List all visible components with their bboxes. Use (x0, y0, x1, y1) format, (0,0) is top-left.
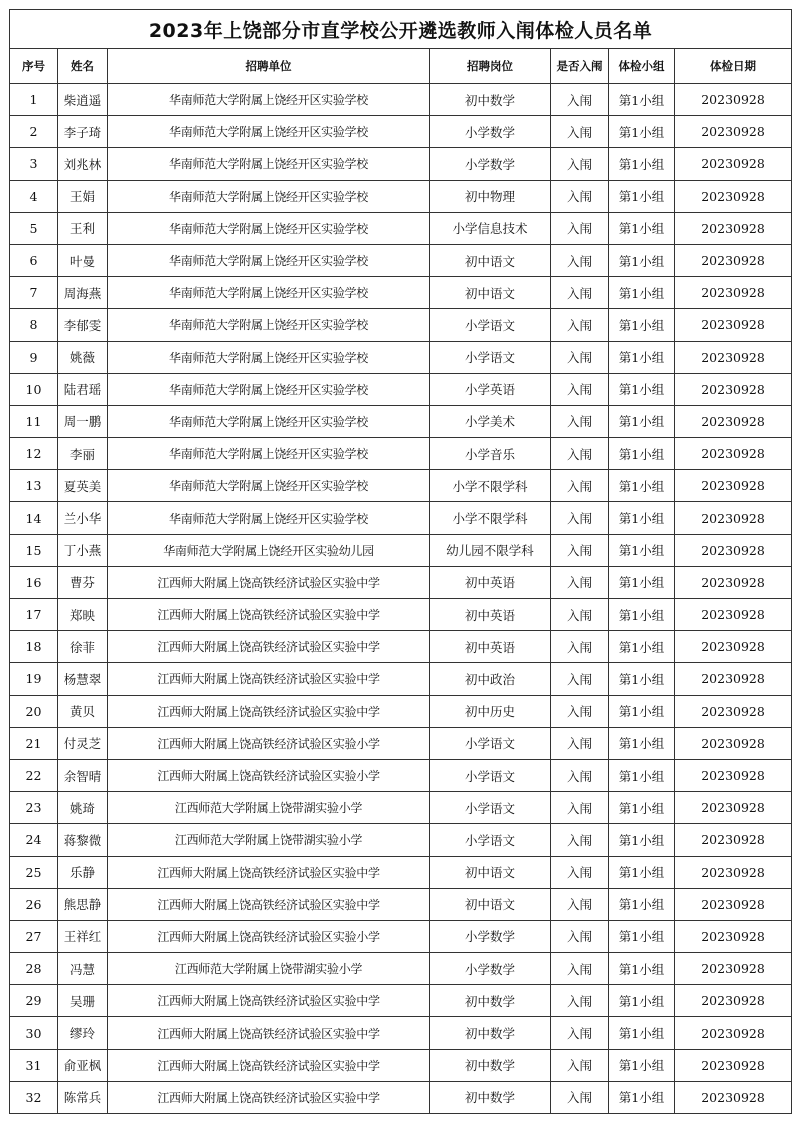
cell-name: 周海燕 (58, 277, 108, 309)
cell-in: 入闱 (551, 373, 609, 405)
table-row (10, 502, 792, 534)
cell-name: 李子琦 (58, 116, 108, 148)
cell-unit: 华南师范大学附属上饶经开区实验学校 (108, 405, 430, 437)
cell-post: 小学语文 (430, 727, 551, 759)
cell-group: 第1小组 (609, 985, 675, 1017)
cell-no: 10 (10, 373, 58, 405)
cell-unit: 华南师范大学附属上饶经开区实验学校 (108, 244, 430, 276)
cell-date: 20230928 (675, 502, 792, 534)
cell-no: 9 (10, 341, 58, 373)
cell-no: 11 (10, 405, 58, 437)
cell-date: 20230928 (675, 985, 792, 1017)
table-row (10, 920, 792, 952)
cell-date: 20230928 (675, 116, 792, 148)
cell-in: 入闱 (551, 405, 609, 437)
cell-name: 缪玲 (58, 1017, 108, 1049)
cell-name: 蒋黎微 (58, 824, 108, 856)
cell-no: 17 (10, 599, 58, 631)
cell-name: 黄贝 (58, 695, 108, 727)
cell-date: 20230928 (675, 470, 792, 502)
cell-no: 32 (10, 1081, 58, 1113)
cell-group: 第1小组 (609, 824, 675, 856)
cell-post: 小学数学 (430, 953, 551, 985)
cell-unit: 华南师范大学附属上饶经开区实验学校 (108, 470, 430, 502)
cell-group: 第1小组 (609, 341, 675, 373)
cell-date: 20230928 (675, 631, 792, 663)
cell-in: 入闱 (551, 438, 609, 470)
table-row (10, 824, 792, 856)
table-row (10, 792, 792, 824)
cell-no: 4 (10, 180, 58, 212)
cell-group: 第1小组 (609, 148, 675, 180)
cell-unit: 江西师范大学附属上饶带湖实验小学 (108, 792, 430, 824)
cell-in: 入闱 (551, 116, 609, 148)
cell-unit: 江西师大附属上饶高铁经济试验区实验中学 (108, 695, 430, 727)
cell-group: 第1小组 (609, 116, 675, 148)
table-row (10, 599, 792, 631)
cell-no: 2 (10, 116, 58, 148)
table-row (10, 470, 792, 502)
cell-post: 小学语文 (430, 341, 551, 373)
cell-name: 姚琦 (58, 792, 108, 824)
cell-group: 第1小组 (609, 856, 675, 888)
cell-in: 入闱 (551, 470, 609, 502)
cell-name: 俞亚枫 (58, 1049, 108, 1081)
table-row (10, 1017, 792, 1049)
cell-name: 熊思静 (58, 888, 108, 920)
cell-name: 陆君瑶 (58, 373, 108, 405)
cell-name: 曹芬 (58, 566, 108, 598)
cell-name: 王利 (58, 212, 108, 244)
cell-unit: 华南师范大学附属上饶经开区实验学校 (108, 341, 430, 373)
cell-in: 入闱 (551, 277, 609, 309)
cell-date: 20230928 (675, 920, 792, 952)
cell-name: 付灵芝 (58, 727, 108, 759)
table-row (10, 534, 792, 566)
cell-group: 第1小组 (609, 84, 675, 116)
cell-no: 25 (10, 856, 58, 888)
cell-no: 3 (10, 148, 58, 180)
cell-post: 初中数学 (430, 1049, 551, 1081)
cell-in: 入闱 (551, 534, 609, 566)
cell-group: 第1小组 (609, 599, 675, 631)
cell-in: 入闱 (551, 84, 609, 116)
cell-date: 20230928 (675, 438, 792, 470)
cell-date: 20230928 (675, 953, 792, 985)
cell-in: 入闱 (551, 631, 609, 663)
cell-no: 21 (10, 727, 58, 759)
cell-date: 20230928 (675, 599, 792, 631)
table-row (10, 84, 792, 116)
cell-unit: 华南师范大学附属上饶经开区实验学校 (108, 180, 430, 212)
cell-in: 入闱 (551, 502, 609, 534)
cell-name: 柴逍遥 (58, 84, 108, 116)
cell-no: 12 (10, 438, 58, 470)
cell-no: 24 (10, 824, 58, 856)
cell-group: 第1小组 (609, 244, 675, 276)
cell-post: 小学语文 (430, 759, 551, 791)
cell-unit: 江西师大附属上饶高铁经济试验区实验中学 (108, 631, 430, 663)
cell-in: 入闱 (551, 663, 609, 695)
cell-unit: 江西师大附属上饶高铁经济试验区实验小学 (108, 920, 430, 952)
cell-group: 第1小组 (609, 631, 675, 663)
cell-date: 20230928 (675, 1049, 792, 1081)
cell-post: 初中语文 (430, 277, 551, 309)
table-row (10, 438, 792, 470)
cell-no: 7 (10, 277, 58, 309)
cell-name: 吴珊 (58, 985, 108, 1017)
cell-date: 20230928 (675, 244, 792, 276)
header-name: 姓名 (58, 49, 108, 84)
table-row (10, 856, 792, 888)
cell-name: 郑映 (58, 599, 108, 631)
cell-in: 入闱 (551, 985, 609, 1017)
cell-in: 入闱 (551, 566, 609, 598)
cell-date: 20230928 (675, 373, 792, 405)
cell-no: 20 (10, 695, 58, 727)
cell-group: 第1小组 (609, 727, 675, 759)
cell-unit: 江西师大附属上饶高铁经济试验区实验中学 (108, 985, 430, 1017)
header-in: 是否入闱 (551, 49, 609, 84)
cell-date: 20230928 (675, 663, 792, 695)
cell-post: 初中英语 (430, 566, 551, 598)
cell-unit: 华南师范大学附属上饶经开区实验学校 (108, 84, 430, 116)
cell-unit: 江西师大附属上饶高铁经济试验区实验中学 (108, 1081, 430, 1113)
cell-no: 30 (10, 1017, 58, 1049)
cell-date: 20230928 (675, 534, 792, 566)
cell-in: 入闱 (551, 212, 609, 244)
cell-post: 小学美术 (430, 405, 551, 437)
cell-unit: 华南师范大学附属上饶经开区实验学校 (108, 148, 430, 180)
table-row (10, 309, 792, 341)
header-post: 招聘岗位 (430, 49, 551, 84)
cell-name: 王祥红 (58, 920, 108, 952)
cell-name: 徐菲 (58, 631, 108, 663)
cell-no: 13 (10, 470, 58, 502)
table-row (10, 953, 792, 985)
header-group: 体检小组 (609, 49, 675, 84)
table-row (10, 180, 792, 212)
cell-group: 第1小组 (609, 1049, 675, 1081)
cell-unit: 江西师范大学附属上饶带湖实验小学 (108, 824, 430, 856)
cell-post: 初中语文 (430, 888, 551, 920)
cell-date: 20230928 (675, 180, 792, 212)
cell-name: 兰小华 (58, 502, 108, 534)
cell-name: 杨慧翠 (58, 663, 108, 695)
cell-unit: 江西师大附属上饶高铁经济试验区实验中学 (108, 856, 430, 888)
cell-no: 8 (10, 309, 58, 341)
cell-post: 初中数学 (430, 1081, 551, 1113)
cell-name: 李丽 (58, 438, 108, 470)
cell-post: 初中历史 (430, 695, 551, 727)
table-row (10, 244, 792, 276)
cell-unit: 江西师大附属上饶高铁经济试验区实验中学 (108, 1017, 430, 1049)
cell-in: 入闱 (551, 148, 609, 180)
cell-group: 第1小组 (609, 953, 675, 985)
cell-unit: 江西师大附属上饶高铁经济试验区实验小学 (108, 759, 430, 791)
cell-post: 初中政治 (430, 663, 551, 695)
cell-name: 王娟 (58, 180, 108, 212)
cell-no: 15 (10, 534, 58, 566)
table-body (10, 84, 792, 1114)
cell-no: 5 (10, 212, 58, 244)
cell-group: 第1小组 (609, 309, 675, 341)
cell-date: 20230928 (675, 759, 792, 791)
cell-post: 初中语文 (430, 244, 551, 276)
cell-group: 第1小组 (609, 920, 675, 952)
cell-name: 余智晴 (58, 759, 108, 791)
cell-post: 初中语文 (430, 856, 551, 888)
table-row (10, 663, 792, 695)
cell-unit: 华南师范大学附属上饶经开区实验学校 (108, 438, 430, 470)
cell-in: 入闱 (551, 180, 609, 212)
cell-in: 入闱 (551, 341, 609, 373)
cell-date: 20230928 (675, 309, 792, 341)
table-row (10, 759, 792, 791)
table-row (10, 116, 792, 148)
header-date: 体检日期 (675, 49, 792, 84)
cell-in: 入闱 (551, 244, 609, 276)
cell-unit: 江西师大附属上饶高铁经济试验区实验中学 (108, 663, 430, 695)
cell-date: 20230928 (675, 1081, 792, 1113)
cell-post: 初中数学 (430, 1017, 551, 1049)
table-row (10, 148, 792, 180)
cell-no: 19 (10, 663, 58, 695)
cell-unit: 华南师范大学附属上饶经开区实验学校 (108, 116, 430, 148)
cell-group: 第1小组 (609, 1081, 675, 1113)
cell-in: 入闱 (551, 695, 609, 727)
cell-group: 第1小组 (609, 470, 675, 502)
cell-post: 小学语文 (430, 792, 551, 824)
cell-date: 20230928 (675, 148, 792, 180)
cell-group: 第1小组 (609, 534, 675, 566)
cell-in: 入闱 (551, 888, 609, 920)
cell-post: 小学数学 (430, 148, 551, 180)
table-row (10, 405, 792, 437)
header-no: 序号 (10, 49, 58, 84)
cell-date: 20230928 (675, 792, 792, 824)
cell-post: 初中物理 (430, 180, 551, 212)
cell-no: 28 (10, 953, 58, 985)
cell-name: 李郁雯 (58, 309, 108, 341)
cell-group: 第1小组 (609, 888, 675, 920)
cell-date: 20230928 (675, 405, 792, 437)
cell-in: 入闱 (551, 792, 609, 824)
cell-unit: 江西师大附属上饶高铁经济试验区实验中学 (108, 888, 430, 920)
cell-unit: 华南师范大学附属上饶经开区实验学校 (108, 309, 430, 341)
cell-in: 入闱 (551, 856, 609, 888)
document-sheet (9, 9, 791, 1114)
cell-group: 第1小组 (609, 792, 675, 824)
cell-in: 入闱 (551, 953, 609, 985)
cell-date: 20230928 (675, 824, 792, 856)
cell-in: 入闱 (551, 1049, 609, 1081)
cell-in: 入闱 (551, 1081, 609, 1113)
table-header-row (10, 49, 792, 84)
table-row (10, 566, 792, 598)
cell-name: 姚薇 (58, 341, 108, 373)
cell-in: 入闱 (551, 309, 609, 341)
table-row (10, 1081, 792, 1113)
cell-no: 31 (10, 1049, 58, 1081)
cell-no: 27 (10, 920, 58, 952)
cell-name: 冯慧 (58, 953, 108, 985)
cell-name: 刘兆林 (58, 148, 108, 180)
cell-name: 叶曼 (58, 244, 108, 276)
cell-post: 小学数学 (430, 116, 551, 148)
cell-date: 20230928 (675, 695, 792, 727)
cell-no: 14 (10, 502, 58, 534)
cell-in: 入闱 (551, 759, 609, 791)
cell-unit: 江西师大附属上饶高铁经济试验区实验中学 (108, 599, 430, 631)
table-row (10, 1049, 792, 1081)
cell-no: 29 (10, 985, 58, 1017)
cell-date: 20230928 (675, 727, 792, 759)
table-row (10, 373, 792, 405)
cell-group: 第1小组 (609, 663, 675, 695)
table-row (10, 888, 792, 920)
cell-no: 22 (10, 759, 58, 791)
cell-unit: 华南师范大学附属上饶经开区实验学校 (108, 277, 430, 309)
cell-post: 小学音乐 (430, 438, 551, 470)
cell-date: 20230928 (675, 277, 792, 309)
cell-group: 第1小组 (609, 277, 675, 309)
cell-name: 夏英美 (58, 470, 108, 502)
cell-group: 第1小组 (609, 438, 675, 470)
cell-unit: 江西师大附属上饶高铁经济试验区实验中学 (108, 1049, 430, 1081)
cell-in: 入闱 (551, 1017, 609, 1049)
table-row (10, 985, 792, 1017)
cell-date: 20230928 (675, 341, 792, 373)
cell-in: 入闱 (551, 824, 609, 856)
cell-unit: 江西师大附属上饶高铁经济试验区实验中学 (108, 566, 430, 598)
cell-group: 第1小组 (609, 373, 675, 405)
cell-post: 初中数学 (430, 84, 551, 116)
cell-group: 第1小组 (609, 212, 675, 244)
cell-post: 小学英语 (430, 373, 551, 405)
cell-unit: 华南师范大学附属上饶经开区实验幼儿园 (108, 534, 430, 566)
table-row (10, 727, 792, 759)
cell-in: 入闱 (551, 727, 609, 759)
cell-name: 周一鹏 (58, 405, 108, 437)
cell-group: 第1小组 (609, 1017, 675, 1049)
cell-post: 小学不限学科 (430, 470, 551, 502)
cell-post: 初中英语 (430, 599, 551, 631)
cell-post: 小学数学 (430, 920, 551, 952)
cell-post: 幼儿园不限学科 (430, 534, 551, 566)
cell-post: 小学语文 (430, 309, 551, 341)
cell-date: 20230928 (675, 566, 792, 598)
cell-unit: 华南师范大学附属上饶经开区实验学校 (108, 373, 430, 405)
cell-date: 20230928 (675, 888, 792, 920)
header-unit: 招聘单位 (108, 49, 430, 84)
table-row (10, 277, 792, 309)
cell-group: 第1小组 (609, 566, 675, 598)
cell-name: 陈常兵 (58, 1081, 108, 1113)
cell-no: 26 (10, 888, 58, 920)
cell-no: 23 (10, 792, 58, 824)
candidate-table (9, 9, 792, 1114)
cell-name: 乐静 (58, 856, 108, 888)
cell-post: 小学不限学科 (430, 502, 551, 534)
cell-name: 丁小燕 (58, 534, 108, 566)
table-row (10, 695, 792, 727)
cell-date: 20230928 (675, 1017, 792, 1049)
cell-no: 1 (10, 84, 58, 116)
cell-unit: 江西师大附属上饶高铁经济试验区实验小学 (108, 727, 430, 759)
cell-group: 第1小组 (609, 180, 675, 212)
cell-in: 入闱 (551, 920, 609, 952)
table-row (10, 341, 792, 373)
table-row (10, 212, 792, 244)
cell-group: 第1小组 (609, 695, 675, 727)
cell-post: 小学语文 (430, 824, 551, 856)
cell-date: 20230928 (675, 212, 792, 244)
cell-group: 第1小组 (609, 405, 675, 437)
page-title: 2023年上饶部分市直学校公开遴选教师入闱体检人员名单 (10, 10, 792, 49)
cell-post: 初中数学 (430, 985, 551, 1017)
cell-unit: 江西师范大学附属上饶带湖实验小学 (108, 953, 430, 985)
cell-group: 第1小组 (609, 759, 675, 791)
cell-date: 20230928 (675, 856, 792, 888)
cell-date: 20230928 (675, 84, 792, 116)
cell-unit: 华南师范大学附属上饶经开区实验学校 (108, 502, 430, 534)
cell-group: 第1小组 (609, 502, 675, 534)
table-row (10, 631, 792, 663)
cell-post: 小学信息技术 (430, 212, 551, 244)
cell-no: 16 (10, 566, 58, 598)
cell-unit: 华南师范大学附属上饶经开区实验学校 (108, 212, 430, 244)
cell-no: 6 (10, 244, 58, 276)
cell-post: 初中英语 (430, 631, 551, 663)
cell-in: 入闱 (551, 599, 609, 631)
cell-no: 18 (10, 631, 58, 663)
